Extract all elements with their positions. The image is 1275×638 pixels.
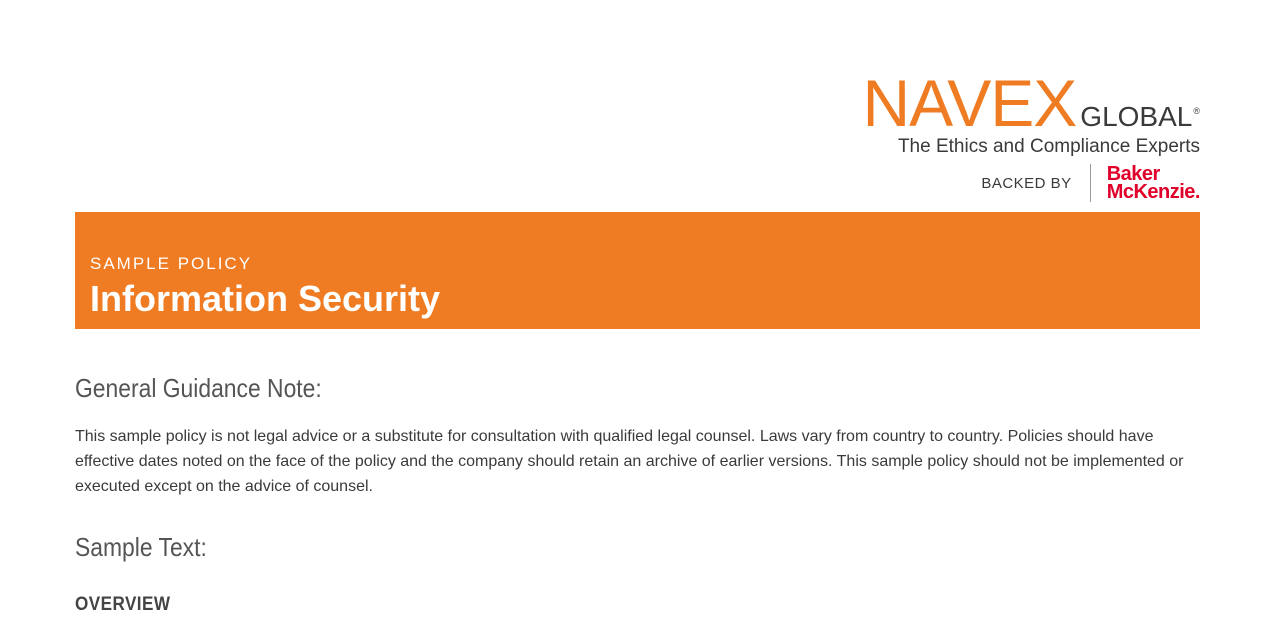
navex-global-logo	[840, 66, 1200, 205]
sample-text-heading: Sample Text:	[75, 532, 207, 562]
overview-heading: OVERVIEW	[75, 594, 171, 615]
registered-mark: ®	[1193, 106, 1200, 116]
logo-divider	[1090, 164, 1091, 202]
banner-eyebrow: SAMPLE POLICY	[90, 254, 253, 273]
logo-brand-suffix: GLOBAL	[1080, 101, 1193, 132]
guidance-heading: General Guidance Note:	[75, 373, 322, 403]
partner-logo-line2: McKenzie.	[1106, 181, 1200, 203]
guidance-body: This sample policy is not legal advice or a substitute for consultation with qualified legal counsel. Laws vary from country to country. Policies should have effective dates noted on the face of the policy and the company should retain an archive of earlier versions. This sample policy should not be implemented or executed except on the advice of counsel.	[75, 428, 1184, 495]
logo-brand: NAVEX	[862, 66, 1077, 140]
partner-logo-line1: Baker	[1106, 163, 1160, 185]
backed-by-row	[981, 164, 1200, 202]
backed-by-label: BACKED BY	[981, 174, 1072, 192]
logo-wordmark	[862, 66, 1200, 140]
title-banner	[75, 212, 1200, 329]
document-title: Information Security	[90, 278, 441, 319]
logo-tagline: The Ethics and Compliance Experts	[897, 136, 1200, 157]
baker-mckenzie-logo	[1107, 165, 1200, 201]
